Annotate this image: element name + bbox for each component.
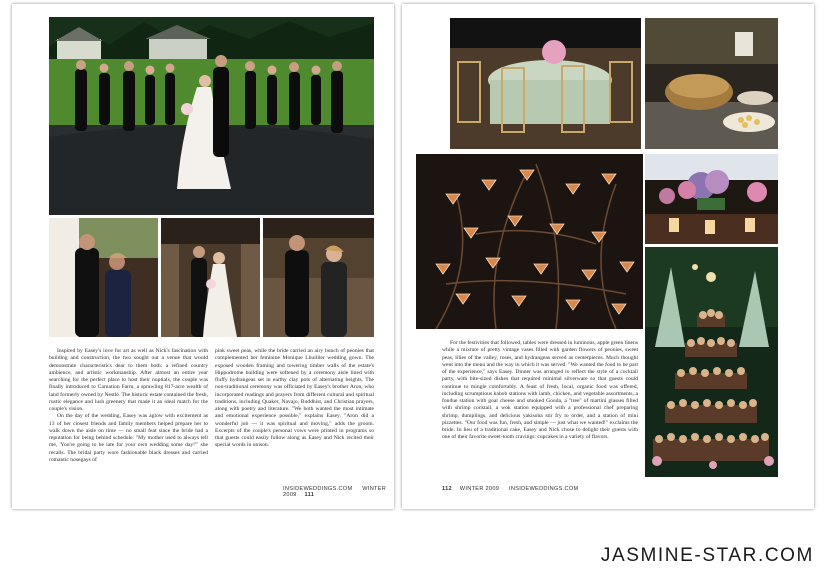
left-column-1 [49, 348, 208, 464]
reception-tables-photo [450, 18, 641, 149]
right-folio-publication: INSIDEWEDDINGS.COM [509, 486, 579, 492]
left-page [12, 4, 394, 509]
reception-tables-image [450, 18, 641, 149]
right-page-number: 112 [442, 486, 452, 492]
cupcake-tower-image [645, 247, 778, 477]
groom-walk-image [49, 218, 158, 337]
groom-mother-photo [263, 218, 374, 337]
right-col1-para-1: For the festivities that followed, tables were dressed in luminous, apple green linens while a mixture of pretty vintage vases filled with garden flowers of peonies, sweet peas, lilies of the valley, roses, and hydrangeas served as centerpieces. Much thought went into the menu and the way in which it was served. "We wanted the food to be part of the experience," says Easey. Dinner was arranged to reflect the style of a cocktail party, with bite-sized dishes that required minimal silverware so that guests could continue to mingle comfortably. A feast of fresh, local, organic food was offered, including scrumptious kabob stations with lamb, chicken, and vegetable assortments, a fondue station with goat cheese and smoked Gouda, a "tree" of martini glasses filled with shrimp cocktail, a wok station equipped with a professional chef preparing shrimp, dumplings, and delicious yakisoba stir fry to order, and a station of mini pizzettes. "Our food was fun, fresh, and simple — just what we wanted!" exclaims the bride. In lieu of a traditional cake, Easey and Nick chose to delight their guests with one of their favorite sweet-tooth cravings: cupcakes in a variety of flavors. [442, 340, 638, 441]
left-col1-para-1: Inspired by Easey's love for art as well as Nick's fascination with building and construction, the two sought out a venue that would demonstrate characteristics dear to them both: a refined country ambience, and artistic workmanship. After almost an entire year searching for the perfect place to host their nuptials, the couple was finally introduced to Carnation Farm, a sprawling 817-acre wealth of land formerly owned by Nestlé. The historic estate contained the fresh, rustic elegance and lush greenery that made it an ideal match for the couple's vision. [49, 348, 208, 412]
groom-walk-photo [49, 218, 158, 337]
groom-mother-image [263, 218, 374, 337]
centerpiece-photo [645, 154, 778, 244]
right-folio [442, 486, 578, 492]
right-page [402, 4, 814, 509]
left-folio-publication: INSIDEWEDDINGS.COM [283, 486, 353, 492]
left-folio-issue: WINTER 2009 [283, 486, 387, 498]
martini-tree-image [416, 154, 643, 329]
food-display-image [645, 18, 778, 149]
cupcake-tower-photo [645, 247, 778, 477]
centerpiece-image [645, 154, 778, 244]
photographer-watermark: JASMINE-STAR.COM [600, 545, 814, 566]
food-display-photo [645, 18, 778, 149]
right-column-1 [442, 340, 638, 442]
left-page-number: 111 [304, 492, 315, 498]
left-column-2 [215, 348, 374, 450]
left-col1-para-2: On the day of the wedding, Easey was aglow with excitement as 13 of her closest friends and family members helped prepare her to walk down the aisle on time — no small feat since the bride had a reputation for being behind schedule. "My mother used to always tell me, 'You're going to be late for your own wedding some day!'" she recalls. The bridal party wore fashionable black dresses and carried romantic nosegays of [49, 413, 208, 463]
aisle-walk-photo [161, 218, 260, 337]
martini-tree-photo [416, 154, 643, 329]
wedding-party-photo [49, 17, 374, 215]
magazine-spread [12, 4, 814, 509]
wedding-party-image [49, 17, 374, 215]
left-col2-para-1: pink sweet peas, while the bride carried an airy bunch of peonies that complemented her feminine Monique Lhuillier wedding gown. The exposed wooden framing and towering timber walls of the estate's Hippodrome building were softened by a ceremony aisle lined with fluffy hydrangeas set in earthy clay pots of alternating heights. The non-traditional ceremony was officiated by Easey's brother Aron, who incorporated readings and prayers from different cultural and spiritual traditions, including Quaker, Navajo, Buddhist, and Christian prayers, along with poetry and literature. "We both wanted the most intimate and emotional experience possible," explains Easey. "Aron did a wonderful job — it was spiritual and moving," adds the groom. Excerpts of the couple's personal vows were printed in programs so that guests could easily follow along as Easey and Nick recited their special words in unison. [215, 348, 374, 449]
aisle-walk-image [161, 218, 260, 337]
left-folio [283, 486, 394, 498]
right-folio-issue: WINTER 2009 [459, 486, 500, 492]
